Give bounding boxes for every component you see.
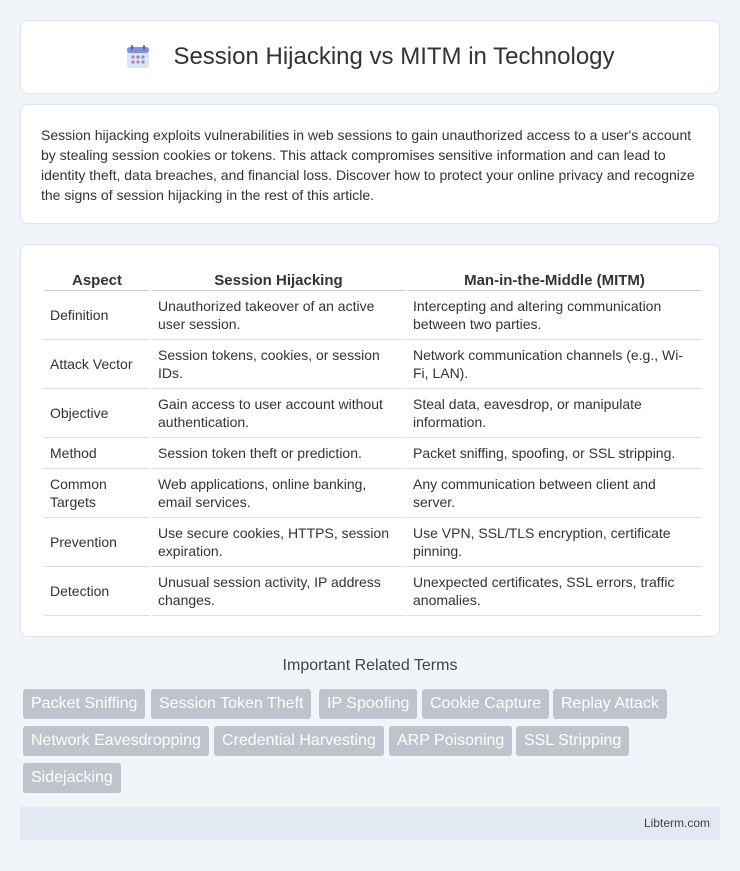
row-mitm: Intercepting and altering communication between two parties. — [407, 291, 702, 340]
header-card — [20, 20, 720, 94]
header-aspect: Aspect — [44, 265, 150, 291]
footer — [20, 807, 720, 840]
row-aspect: Attack Vector — [44, 340, 150, 389]
comparison-table-card — [20, 244, 720, 637]
row-aspect: Detection — [44, 567, 150, 616]
table-row — [44, 567, 702, 616]
row-aspect: Common Targets — [44, 469, 150, 518]
row-mitm: Any communication between client and server. — [407, 469, 702, 518]
row-mitm: Steal data, eavesdrop, or manipulate information. — [407, 389, 702, 438]
row-mitm: Network communication channels (e.g., Wi-Fi, LAN). — [407, 340, 702, 389]
table-row — [44, 438, 702, 469]
page-title: Session Hijacking vs MITM in Technology — [173, 43, 615, 70]
tag-arp-poisoning[interactable]: ARP Poisoning — [389, 726, 512, 756]
header-session-hijacking: Session Hijacking — [152, 265, 405, 291]
row-mitm: Packet sniffing, spoofing, or SSL stripping. — [407, 438, 702, 469]
row-session: Unusual session activity, IP address changes. — [152, 567, 405, 616]
intro-card — [20, 104, 720, 224]
intro-paragraph: Session hijacking exploits vulnerabilities in web sessions to gain unauthorized access to a user's account by stealing session cookies or tokens. This attack compromises sensitive information and can lead to identity theft, data breaches, and financial loss. Discover how to protect your online privacy and recognize the signs of session hijacking in the rest of this article. — [41, 127, 695, 203]
tag-cookie-capture[interactable]: Cookie Capture — [422, 689, 549, 719]
row-session: Session tokens, cookies, or session IDs. — [152, 340, 405, 389]
row-session: Session token theft or prediction. — [152, 438, 405, 469]
row-aspect: Definition — [44, 291, 150, 340]
related-terms-title: Important Related Terms — [282, 657, 458, 674]
table-row — [44, 518, 702, 567]
row-mitm: Use VPN, SSL/TLS encryption, certificate pinning. — [407, 518, 702, 567]
tag-ssl-stripping[interactable]: SSL Stripping — [516, 726, 629, 756]
row-session: Gain access to user account without authentication. — [152, 389, 405, 438]
tag-sidejacking[interactable]: Sidejacking — [23, 763, 121, 793]
header-mitm: Man-in-the-Middle (MITM) — [407, 265, 702, 291]
row-session: Web applications, online banking, email services. — [152, 469, 405, 518]
row-session: Use secure cookies, HTTPS, session expiration. — [152, 518, 405, 567]
row-aspect: Prevention — [44, 518, 150, 567]
tag-ip-spoofing[interactable]: IP Spoofing — [319, 689, 417, 719]
comparison-table — [42, 265, 704, 616]
tag-replay-attack[interactable]: Replay Attack — [553, 689, 667, 719]
tag-packet-sniffing[interactable]: Packet Sniffing — [23, 689, 145, 719]
table-row — [44, 291, 702, 340]
row-mitm: Unexpected certificates, SSL errors, traffic anomalies. — [407, 567, 702, 616]
row-aspect: Method — [44, 438, 150, 469]
calendar-grid-icon — [125, 44, 151, 70]
row-session: Unauthorized takeover of an active user session. — [152, 291, 405, 340]
tag-network-eavesdropping[interactable]: Network Eavesdropping — [23, 726, 209, 756]
table-row — [44, 340, 702, 389]
footer-site-link[interactable]: Libterm.com — [643, 816, 710, 830]
table-row — [44, 469, 702, 518]
table-header-row — [44, 265, 702, 291]
table-row — [44, 389, 702, 438]
row-aspect: Objective — [44, 389, 150, 438]
tag-credential-harvesting[interactable]: Credential Harvesting — [214, 726, 384, 756]
tag-session-token-theft[interactable]: Session Token Theft — [151, 689, 311, 719]
